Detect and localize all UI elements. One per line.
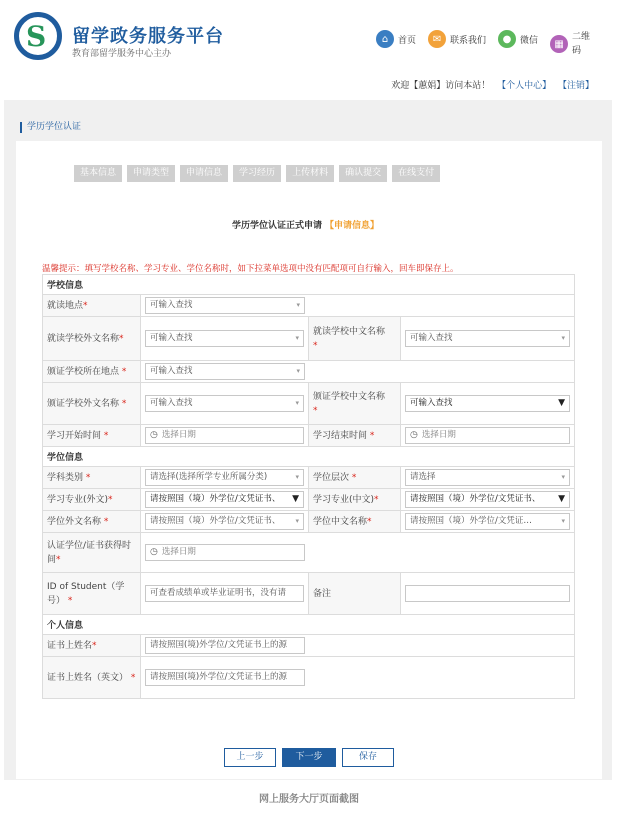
chevron-down-icon: ▾ [296,367,300,375]
chevron-down-icon: ▾ [561,517,566,525]
site-subtitle: 教育部留学服务中心主办 [72,49,172,59]
logout-link[interactable]: 【注销】 [557,81,594,91]
tip-text: 温馨提示：填写学校名称、学习专业、学位名称时，如下拉菜单选项中没有匹配项可自行输入，回车即保存上。 [42,264,459,274]
school-chinese-label: 就读学校中文名称 * [309,317,401,361]
user-center-link[interactable]: 【个人中心】 [497,81,552,91]
save-button[interactable]: 保存 [342,748,394,767]
chevron-down-icon: ▾ [295,517,299,525]
chevron-down-icon: ▼ [558,398,566,408]
clock-icon: ◷ [410,430,418,440]
group-personal-info: 个人信息 [43,615,575,635]
nav-wechat-label: 微信 [520,35,539,46]
next-button[interactable]: 下一步 [282,748,336,767]
major-chinese-label: 学习专业(中文)* [309,489,401,511]
chevron-down-icon: ▼ [292,494,299,504]
end-time-input[interactable]: ◷ 选择日期 [405,427,570,444]
chevron-down-icon: ▾ [295,334,299,342]
site-title: 留学政务服务平台 [72,26,224,47]
issuer-chinese-label: 颁证学校中文名称 * [309,383,401,425]
chevron-down-icon: ▾ [561,473,566,481]
nav-contact[interactable] [428,30,486,48]
start-time-input[interactable]: ◷ 选择日期 [145,427,304,444]
nav-wechat[interactable] [498,30,538,48]
school-foreign-select[interactable]: 可输入查找 ▾ [145,330,304,347]
issuer-location-select[interactable]: 可输入查找 ▾ [145,363,305,380]
clock-icon: ◷ [150,430,158,440]
step-apply-type[interactable]: 申请类型 [127,165,175,182]
form-title [232,218,379,231]
prev-button[interactable]: 上一步 [224,748,276,767]
site-header [0,0,618,100]
logo-letter-icon: S [26,20,47,53]
nav-qrcode[interactable] [550,30,592,58]
user-bar [391,78,594,91]
step-upload[interactable]: 上传材料 [286,165,334,182]
group-degree-info: 学位信息 [43,447,575,467]
study-location-label: 就读地点* [43,295,141,317]
degree-level-label: 学位层次 * [309,467,401,489]
student-id-input[interactable]: 可查看成绩单或毕业证明书，没有请 [145,585,304,602]
cert-name-en-input[interactable]: 请按照国(境)外学位/文凭证书上的源 [145,669,305,686]
form-title-tag: 【申请信息】 [325,221,380,231]
section-title: 学历学位认证 [20,122,81,133]
cert-time-input[interactable]: ◷ 选择日期 [145,544,305,561]
major-foreign-select[interactable]: 请按照国（境）外学位/文凭证书、 ▼ [145,491,304,508]
subject-category-label: 学科类别 * [43,467,141,489]
step-apply-info[interactable]: 申请信息 [180,165,228,182]
application-form [42,274,575,699]
chevron-down-icon: ▼ [558,494,566,504]
issuer-foreign-label: 颁证学校外文名称 * [43,383,141,425]
form-title-text: 学历学位认证正式申请 [232,221,323,231]
chevron-down-icon: ▾ [561,334,566,342]
remark-label: 备注 [309,573,401,615]
group-school-info: 学校信息 [43,275,575,295]
subject-category-select[interactable]: 请选择(选择所学专业所属分类) ▾ [145,469,304,486]
caption: 网上服务大厅页面截图 [259,794,359,805]
nav-home[interactable] [376,30,416,48]
chevron-down-icon: ▾ [296,301,300,309]
wechat-icon: ● [498,30,516,48]
degree-foreign-select[interactable]: 请按照国（境）外学位/文凭证书、 ▾ [145,513,304,530]
site-logo[interactable] [14,12,62,60]
nav-home-label: 首页 [398,35,417,46]
step-tabs [74,165,445,182]
form-actions [224,748,400,767]
cert-name-en-label: 证书上姓名（英文） * [43,657,141,699]
school-chinese-select[interactable]: 可输入查找 ▾ [405,330,570,347]
greeting-text: 欢迎【蕙娟】访问本站！ [391,81,491,91]
cert-name-label: 证书上姓名* [43,635,141,657]
end-time-label: 学习结束时间 * [309,425,401,447]
issuer-chinese-select[interactable]: 可输入查找 ▼ [405,395,570,412]
school-foreign-label: 就读学校外文名称* [43,317,141,361]
degree-level-select[interactable]: 请选择 ▾ [405,469,570,486]
nav-qrcode-label: 二维码 [572,32,591,56]
nav-contact-label: 联系我们 [450,35,487,46]
cert-time-label: 认证学位/证书获得时间* [43,533,141,573]
degree-foreign-label: 学位外文名称 * [43,511,141,533]
degree-chinese-label: 学位中文名称* [309,511,401,533]
cert-name-input[interactable]: 请按照国(境)外学位/文凭证书上的源 [145,637,305,654]
chevron-down-icon: ▾ [295,473,299,481]
study-location-select[interactable]: 可输入查找 ▾ [145,297,305,314]
issuer-location-label: 颁证学校所在地点 * [43,361,141,383]
home-icon: ⌂ [376,30,394,48]
step-basic-info[interactable]: 基本信息 [74,165,122,182]
degree-chinese-select[interactable]: 请按照国（境）外学位/文凭证… ▾ [405,513,570,530]
major-chinese-select[interactable]: 请按照国（境）外学位/文凭证书、 ▼ [405,491,570,508]
chevron-down-icon: ▾ [295,399,299,407]
step-study-history[interactable]: 学习经历 [233,165,281,182]
mail-icon: ✉ [428,30,446,48]
issuer-foreign-select[interactable]: 可输入查找 ▾ [145,395,304,412]
major-foreign-label: 学习专业(外文)* [43,489,141,511]
start-time-label: 学习开始时间 * [43,425,141,447]
remark-input[interactable] [405,585,570,602]
step-payment[interactable]: 在线支付 [392,165,440,182]
student-id-label: ID of Student（学号） * [43,573,141,615]
clock-icon: ◷ [150,547,158,557]
qrcode-icon: ▦ [550,35,568,53]
step-confirm[interactable]: 确认提交 [339,165,387,182]
top-nav [376,30,604,58]
